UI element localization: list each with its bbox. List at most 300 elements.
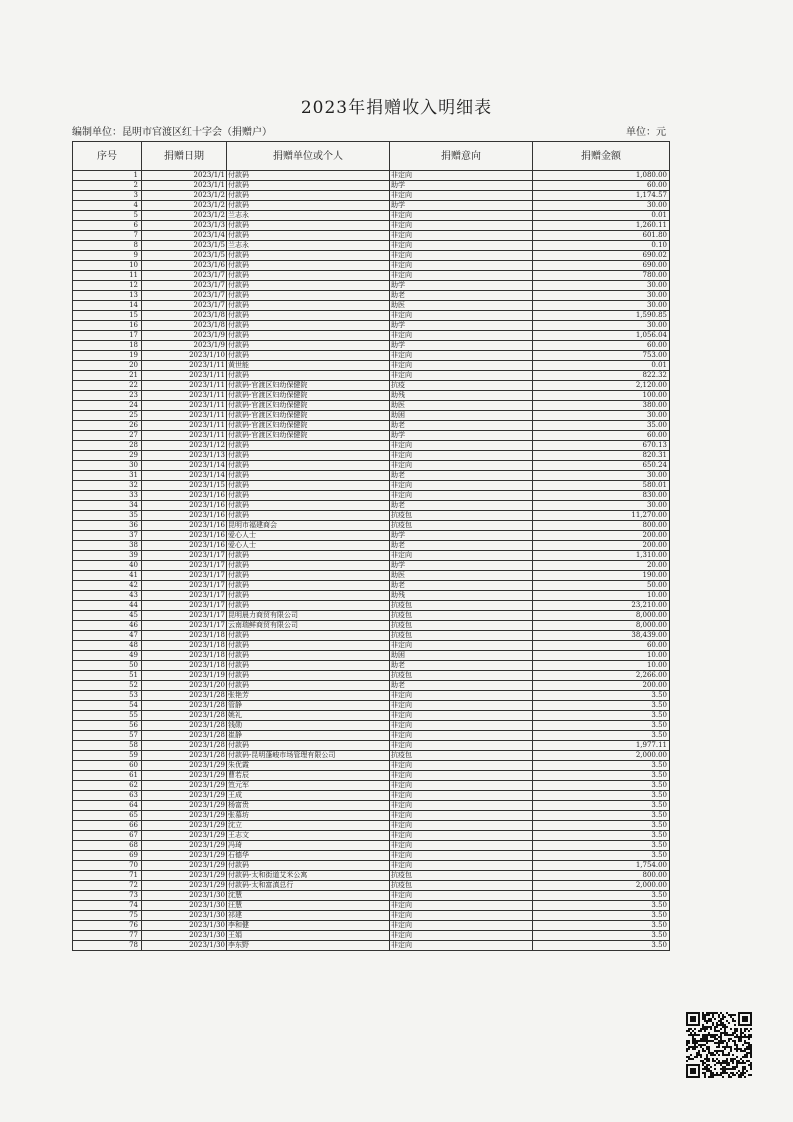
row-amount: 2,120.00 (533, 381, 670, 391)
table-row (73, 571, 670, 581)
row-donor: 付款码 (227, 271, 390, 281)
row-date: 2023/1/5 (142, 241, 227, 251)
table-row (73, 591, 670, 601)
row-index: 48 (73, 641, 142, 651)
table-row (73, 841, 670, 851)
table-row (73, 421, 670, 431)
row-donor: 付款码 (227, 741, 390, 751)
row-amount: 1,590.85 (533, 311, 670, 321)
row-amount: 601.80 (533, 231, 670, 241)
table-row (73, 811, 670, 821)
row-amount: 753.00 (533, 351, 670, 361)
row-date: 2023/1/2 (142, 201, 227, 211)
row-amount: 1,174.57 (533, 191, 670, 201)
row-date: 2023/1/19 (142, 671, 227, 681)
row-date: 2023/1/18 (142, 631, 227, 641)
row-index: 6 (73, 221, 142, 231)
row-index: 64 (73, 801, 142, 811)
row-donor: 付款码 (227, 481, 390, 491)
table-row (73, 941, 670, 951)
row-intent: 非定向 (390, 461, 533, 471)
row-donor: 付款码 (227, 471, 390, 481)
row-date: 2023/1/29 (142, 821, 227, 831)
row-donor: 昆明市福建商会 (227, 521, 390, 531)
row-date: 2023/1/29 (142, 781, 227, 791)
row-donor: 付款码 (227, 341, 390, 351)
row-date: 2023/1/28 (142, 731, 227, 741)
row-amount: 1,056.04 (533, 331, 670, 341)
row-amount: 30.00 (533, 321, 670, 331)
row-amount: 3.50 (533, 851, 670, 861)
row-index: 75 (73, 911, 142, 921)
row-date: 2023/1/8 (142, 321, 227, 331)
table-row (73, 341, 670, 351)
row-index: 5 (73, 211, 142, 221)
row-donor: 杨富贵 (227, 801, 390, 811)
row-donor: 付款码 (227, 331, 390, 341)
row-intent: 抗疫包 (390, 611, 533, 621)
row-intent: 非定向 (390, 641, 533, 651)
table-row (73, 451, 670, 461)
row-donor: 王成 (227, 791, 390, 801)
table-row (73, 901, 670, 911)
row-index: 50 (73, 661, 142, 671)
header-index: 序号 (73, 142, 142, 171)
row-index: 9 (73, 251, 142, 261)
row-intent: 助老 (390, 661, 533, 671)
row-amount: 3.50 (533, 931, 670, 941)
row-intent: 非定向 (390, 921, 533, 931)
row-index: 23 (73, 391, 142, 401)
row-index: 36 (73, 521, 142, 531)
row-amount: 200.00 (533, 681, 670, 691)
row-date: 2023/1/28 (142, 721, 227, 731)
row-index: 13 (73, 291, 142, 301)
row-index: 21 (73, 371, 142, 381)
row-donor: 付款码-官渡区妇幼保健院 (227, 401, 390, 411)
row-index: 25 (73, 411, 142, 421)
table-row (73, 781, 670, 791)
row-intent: 助老 (390, 581, 533, 591)
row-date: 2023/1/2 (142, 191, 227, 201)
table-row (73, 931, 670, 941)
table-row (73, 711, 670, 721)
row-intent: 助残 (390, 391, 533, 401)
row-date: 2023/1/7 (142, 301, 227, 311)
table-row (73, 641, 670, 651)
row-amount: 11,270.00 (533, 511, 670, 521)
row-index: 18 (73, 341, 142, 351)
row-donor: 付款码 (227, 491, 390, 501)
header-date: 捐赠日期 (142, 142, 227, 171)
row-date: 2023/1/29 (142, 861, 227, 871)
table-row (73, 231, 670, 241)
row-amount: 2,000.00 (533, 881, 670, 891)
row-intent: 助医 (390, 401, 533, 411)
row-intent: 非定向 (390, 721, 533, 731)
row-donor: 付款码-太和富滇总行 (227, 881, 390, 891)
table-row (73, 171, 670, 181)
row-date: 2023/1/13 (142, 451, 227, 461)
row-date: 2023/1/1 (142, 181, 227, 191)
row-donor: 付款码 (227, 351, 390, 361)
row-donor: 付款码-官渡区妇幼保健院 (227, 421, 390, 431)
row-index: 41 (73, 571, 142, 581)
row-index: 77 (73, 931, 142, 941)
row-donor: 李和健 (227, 921, 390, 931)
row-intent: 非定向 (390, 491, 533, 501)
table-row (73, 321, 670, 331)
table-row (73, 351, 670, 361)
table-row (73, 531, 670, 541)
row-intent: 助学 (390, 531, 533, 541)
header-intent: 捐赠意向 (390, 142, 533, 171)
row-donor: 付款码 (227, 571, 390, 581)
row-date: 2023/1/6 (142, 261, 227, 271)
row-index: 28 (73, 441, 142, 451)
row-donor: 付款码 (227, 861, 390, 871)
org-label: 编制单位：昆明市官渡区红十字会（捐赠户） (72, 127, 272, 138)
table-row (73, 561, 670, 571)
table-row (73, 681, 670, 691)
row-amount: 30.00 (533, 281, 670, 291)
row-amount: 3.50 (533, 811, 670, 821)
row-intent: 非定向 (390, 941, 533, 951)
table-row (73, 601, 670, 611)
row-intent: 非定向 (390, 711, 533, 721)
row-index: 42 (73, 581, 142, 591)
row-date: 2023/1/29 (142, 881, 227, 891)
row-amount: 690.02 (533, 251, 670, 261)
row-index: 24 (73, 401, 142, 411)
table-row (73, 731, 670, 741)
row-amount: 670.13 (533, 441, 670, 451)
row-date: 2023/1/30 (142, 931, 227, 941)
table-row (73, 851, 670, 861)
row-amount: 30.00 (533, 291, 670, 301)
row-intent: 非定向 (390, 231, 533, 241)
table-row (73, 701, 670, 711)
table-row (73, 621, 670, 631)
row-date: 2023/1/29 (142, 801, 227, 811)
row-amount: 50.00 (533, 581, 670, 591)
row-donor: 付款码 (227, 181, 390, 191)
page-title: 2023年捐赠收入明细表 (300, 98, 493, 118)
row-donor: 付款码 (227, 661, 390, 671)
row-amount: 2,000.00 (533, 751, 670, 761)
table-row (73, 291, 670, 301)
row-date: 2023/1/28 (142, 711, 227, 721)
row-index: 78 (73, 941, 142, 951)
row-index: 32 (73, 481, 142, 491)
row-index: 52 (73, 681, 142, 691)
row-date: 2023/1/29 (142, 841, 227, 851)
row-intent: 助老 (390, 471, 533, 481)
row-date: 2023/1/17 (142, 561, 227, 571)
row-date: 2023/1/2 (142, 211, 227, 221)
row-date: 2023/1/30 (142, 911, 227, 921)
row-index: 65 (73, 811, 142, 821)
row-donor: 付款码 (227, 651, 390, 661)
row-intent: 非定向 (390, 771, 533, 781)
table-row (73, 741, 670, 751)
row-intent: 助困 (390, 411, 533, 421)
row-intent: 非定向 (390, 801, 533, 811)
row-amount: 190.00 (533, 571, 670, 581)
row-amount: 1,977.11 (533, 741, 670, 751)
row-amount: 30.00 (533, 411, 670, 421)
table-row (73, 461, 670, 471)
row-date: 2023/1/29 (142, 811, 227, 821)
row-donor: 付款码 (227, 681, 390, 691)
row-index: 55 (73, 711, 142, 721)
row-date: 2023/1/16 (142, 531, 227, 541)
row-amount: 690.00 (533, 261, 670, 271)
row-index: 70 (73, 861, 142, 871)
row-index: 22 (73, 381, 142, 391)
row-donor: 兰志永 (227, 211, 390, 221)
table-row (73, 411, 670, 421)
row-index: 31 (73, 471, 142, 481)
table-row (73, 441, 670, 451)
row-date: 2023/1/29 (142, 791, 227, 801)
table-row (73, 761, 670, 771)
row-index: 37 (73, 531, 142, 541)
row-intent: 非定向 (390, 781, 533, 791)
row-date: 2023/1/12 (142, 441, 227, 451)
row-amount: 822.32 (533, 371, 670, 381)
row-index: 38 (73, 541, 142, 551)
row-donor: 爱心人士 (227, 541, 390, 551)
table-row (73, 801, 670, 811)
row-date: 2023/1/29 (142, 831, 227, 841)
row-amount: 10.00 (533, 591, 670, 601)
table-row (73, 911, 670, 921)
table-row (73, 861, 670, 871)
row-intent: 抗疫包 (390, 671, 533, 681)
row-intent: 助学 (390, 431, 533, 441)
row-donor: 付款码 (227, 601, 390, 611)
row-amount: 1,310.00 (533, 551, 670, 561)
row-intent: 抗疫包 (390, 751, 533, 761)
row-intent: 非定向 (390, 761, 533, 771)
table-row (73, 191, 670, 201)
row-amount: 10.00 (533, 651, 670, 661)
row-date: 2023/1/30 (142, 901, 227, 911)
table-row (73, 241, 670, 251)
row-index: 59 (73, 751, 142, 761)
row-date: 2023/1/10 (142, 351, 227, 361)
row-donor: 张艳芳 (227, 691, 390, 701)
row-donor: 付款码 (227, 321, 390, 331)
row-amount: 3.50 (533, 791, 670, 801)
row-amount: 3.50 (533, 781, 670, 791)
row-index: 11 (73, 271, 142, 281)
row-index: 16 (73, 321, 142, 331)
row-index: 40 (73, 561, 142, 571)
header-amount: 捐赠金额 (533, 142, 670, 171)
row-index: 74 (73, 901, 142, 911)
row-date: 2023/1/16 (142, 491, 227, 501)
row-donor: 曹若辰 (227, 771, 390, 781)
table-row (73, 501, 670, 511)
row-amount: 3.50 (533, 761, 670, 771)
row-index: 8 (73, 241, 142, 251)
row-intent: 非定向 (390, 221, 533, 231)
row-donor: 付款码 (227, 451, 390, 461)
table-row (73, 831, 670, 841)
row-amount: 1,260.11 (533, 221, 670, 231)
row-intent: 非定向 (390, 481, 533, 491)
row-date: 2023/1/11 (142, 421, 227, 431)
row-intent: 非定向 (390, 861, 533, 871)
row-intent: 助学 (390, 201, 533, 211)
table-row (73, 521, 670, 531)
row-intent: 抗疫 (390, 381, 533, 391)
table-row (73, 551, 670, 561)
row-index: 43 (73, 591, 142, 601)
row-date: 2023/1/17 (142, 611, 227, 621)
row-amount: 580.01 (533, 481, 670, 491)
row-donor: 付款码 (227, 591, 390, 601)
row-amount: 380.00 (533, 401, 670, 411)
row-amount: 3.50 (533, 891, 670, 901)
row-intent: 非定向 (390, 451, 533, 461)
row-index: 66 (73, 821, 142, 831)
row-index: 53 (73, 691, 142, 701)
row-intent: 抗疫包 (390, 511, 533, 521)
table-row (73, 751, 670, 761)
row-donor: 沈慧 (227, 891, 390, 901)
table-row (73, 491, 670, 501)
row-amount: 8,000.00 (533, 621, 670, 631)
row-index: 12 (73, 281, 142, 291)
row-amount: 30.00 (533, 301, 670, 311)
row-intent: 非定向 (390, 891, 533, 901)
row-index: 4 (73, 201, 142, 211)
row-date: 2023/1/30 (142, 941, 227, 951)
row-donor: 付款码 (227, 511, 390, 521)
row-date: 2023/1/7 (142, 291, 227, 301)
row-donor: 付款码 (227, 261, 390, 271)
row-intent: 非定向 (390, 701, 533, 711)
row-index: 1 (73, 171, 142, 181)
table-row (73, 301, 670, 311)
row-intent: 非定向 (390, 901, 533, 911)
row-date: 2023/1/9 (142, 331, 227, 341)
row-date: 2023/1/18 (142, 661, 227, 671)
row-date: 2023/1/20 (142, 681, 227, 691)
row-date: 2023/1/16 (142, 521, 227, 531)
row-amount: 200.00 (533, 541, 670, 551)
row-intent: 非定向 (390, 831, 533, 841)
row-date: 2023/1/8 (142, 311, 227, 321)
row-index: 2 (73, 181, 142, 191)
row-date: 2023/1/30 (142, 921, 227, 931)
table-row (73, 691, 670, 701)
row-donor: 沈立 (227, 821, 390, 831)
row-intent: 非定向 (390, 911, 533, 921)
row-index: 7 (73, 231, 142, 241)
row-intent: 助学 (390, 321, 533, 331)
row-donor: 汪慧 (227, 901, 390, 911)
table-row (73, 541, 670, 551)
table-row (73, 391, 670, 401)
row-donor: 付款码 (227, 191, 390, 201)
row-intent: 非定向 (390, 371, 533, 381)
row-intent: 非定向 (390, 841, 533, 851)
row-amount: 3.50 (533, 691, 670, 701)
row-date: 2023/1/18 (142, 641, 227, 651)
row-donor: 付款码 (227, 641, 390, 651)
row-intent: 助老 (390, 501, 533, 511)
row-date: 2023/1/11 (142, 371, 227, 381)
row-intent: 助学 (390, 561, 533, 571)
row-index: 58 (73, 741, 142, 751)
row-donor: 付款码 (227, 671, 390, 681)
row-index: 10 (73, 261, 142, 271)
row-donor: 王娟 (227, 931, 390, 941)
row-amount: 3.50 (533, 831, 670, 841)
row-intent: 非定向 (390, 311, 533, 321)
row-donor: 姚礼 (227, 711, 390, 721)
row-amount: 1,080.00 (533, 171, 670, 181)
row-donor: 付款码-官渡区妇幼保健院 (227, 391, 390, 401)
table-row (73, 471, 670, 481)
row-index: 34 (73, 501, 142, 511)
row-amount: 3.50 (533, 701, 670, 711)
row-index: 62 (73, 781, 142, 791)
row-donor: 付款码-官渡区妇幼保健院 (227, 411, 390, 421)
row-index: 67 (73, 831, 142, 841)
table-row (73, 401, 670, 411)
row-intent: 非定向 (390, 731, 533, 741)
row-index: 3 (73, 191, 142, 201)
row-date: 2023/1/14 (142, 471, 227, 481)
row-amount: 38,439.00 (533, 631, 670, 641)
row-index: 68 (73, 841, 142, 851)
row-intent: 抗疫包 (390, 601, 533, 611)
table-row (73, 311, 670, 321)
row-date: 2023/1/11 (142, 411, 227, 421)
row-donor: 付款码 (227, 171, 390, 181)
table-row (73, 921, 670, 931)
row-date: 2023/1/17 (142, 571, 227, 581)
row-intent: 非定向 (390, 691, 533, 701)
row-intent: 抗疫包 (390, 621, 533, 631)
row-amount: 60.00 (533, 641, 670, 651)
row-intent: 非定向 (390, 171, 533, 181)
row-amount: 100.00 (533, 391, 670, 401)
unit-label: 单位：元 (626, 127, 666, 138)
row-donor: 兰志永 (227, 241, 390, 251)
row-intent: 非定向 (390, 331, 533, 341)
row-amount: 3.50 (533, 731, 670, 741)
row-index: 30 (73, 461, 142, 471)
row-donor: 王志文 (227, 831, 390, 841)
table-row (73, 791, 670, 801)
row-index: 45 (73, 611, 142, 621)
row-intent: 助学 (390, 281, 533, 291)
row-donor: 付款码 (227, 301, 390, 311)
row-index: 44 (73, 601, 142, 611)
row-donor: 付款码 (227, 461, 390, 471)
row-index: 72 (73, 881, 142, 891)
row-donor: 付款码 (227, 251, 390, 261)
table-row (73, 721, 670, 731)
row-index: 71 (73, 871, 142, 881)
row-index: 73 (73, 891, 142, 901)
